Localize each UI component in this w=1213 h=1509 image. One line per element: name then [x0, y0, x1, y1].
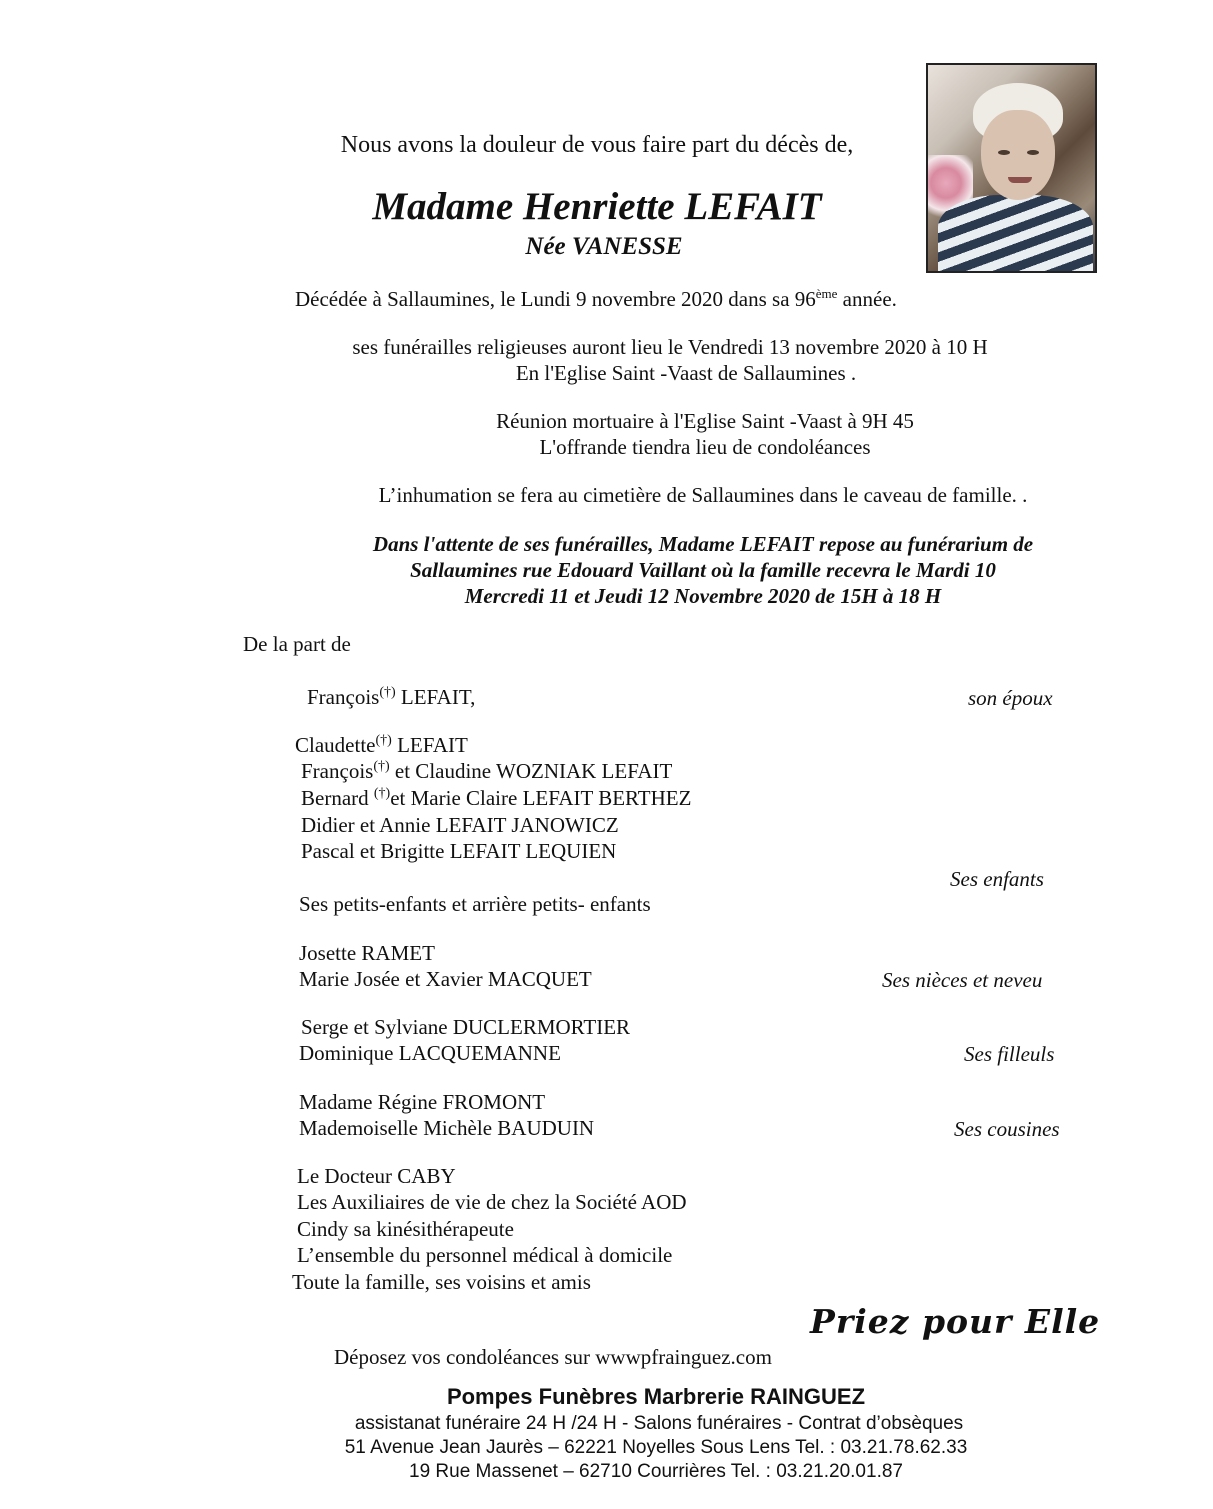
grandchildren-line: Ses petits-enfants et arrière petits- enfants	[299, 892, 651, 916]
child-name	[301, 786, 691, 811]
child-name-part: LEFAIT	[391, 733, 468, 757]
deceased-name: Madame Henriette LEFAIT	[372, 185, 822, 228]
rest-line-1: Dans l'attente de ses funérailles, Madame LEFAIT repose au funérarium de	[372, 532, 1034, 556]
burial-line: L’inhumation se fera au cimetière de Sallaumines dans le caveau de famille. .	[378, 483, 1028, 507]
relation-spouse: son époux	[968, 686, 1053, 710]
other-name: Cindy sa kinésithérapeute	[297, 1217, 514, 1241]
niece-name: Marie Josée et Xavier MACQUET	[299, 967, 592, 991]
relation-nieces: Ses nièces et neveu	[882, 968, 1043, 992]
death-line	[295, 286, 897, 312]
other-name: Toute la famille, ses voisins et amis	[292, 1270, 591, 1294]
other-name: Les Auxiliaires de vie de chez la Société AOD	[297, 1190, 687, 1214]
godchild-name: Serge et Sylviane DUCLERMORTIER	[301, 1015, 631, 1039]
deceased-portrait	[926, 63, 1097, 273]
child-name-part: et Claudine WOZNIAK LEFAIT	[389, 759, 673, 783]
intro-text: Nous avons la douleur de vous faire part du décès de,	[340, 132, 854, 158]
other-name: L’ensemble du personnel médical à domicile	[297, 1243, 673, 1267]
relation-cousins: Ses cousines	[954, 1117, 1060, 1141]
niece-name: Josette RAMET	[299, 941, 435, 965]
spouse-first-name: François	[307, 685, 380, 709]
maiden-name: Née VANESSE	[525, 233, 683, 260]
meeting-line-2: L'offrande tiendra lieu de condoléances	[539, 435, 871, 459]
company-address-1: 51 Avenue Jean Jaurès – 62221 Noyelles Sous Lens Tel. : 03.21.78.62.33	[344, 1437, 968, 1458]
funeral-line-1: ses funérailles religieuses auront lieu le Vendredi 13 novembre 2020 à 10 H	[352, 335, 988, 359]
company-services: assistanat funéraire 24 H /24 H - Salons funéraires - Contrat d’obsèques	[354, 1413, 964, 1434]
spouse-last-name: LEFAIT,	[395, 685, 476, 709]
death-text-end: année.	[837, 287, 897, 311]
child-name: Pascal et Brigitte LEFAIT LEQUIEN	[301, 839, 617, 863]
meeting-line-1: Réunion mortuaire à l'Eglise Saint -Vaast à 9H 45	[496, 409, 914, 433]
condolences-line: Déposez vos condoléances sur wwwpfrainguez.com	[334, 1345, 772, 1369]
cousin-name: Madame Régine FROMONT	[299, 1090, 546, 1114]
company-name: Pompes Funèbres Marbrerie RAINGUEZ	[446, 1384, 866, 1409]
pray-for-her: Priez pour Elle	[810, 1302, 1101, 1341]
child-name-part: et Marie Claire LEFAIT BERTHEZ	[390, 786, 692, 810]
godchild-name: Dominique LACQUEMANNE	[299, 1041, 561, 1065]
relation-children: Ses enfants	[950, 867, 1044, 891]
child-name	[301, 759, 672, 784]
rest-line-3: Mercredi 11 et Jeudi 12 Novembre 2020 de 15H à 18 H	[464, 584, 942, 608]
death-text: Décédée à Sallaumines, le Lundi 9 novembre 2020 dans sa 96	[295, 287, 816, 311]
other-name: Le Docteur CABY	[297, 1164, 456, 1188]
deceased-mark: (†)	[379, 685, 396, 700]
death-superscript: ème	[815, 286, 838, 301]
child-name-part: François	[301, 759, 374, 783]
company-address-2: 19 Rue Massenet – 62710 Courrières Tel. : 03.21.20.01.87	[409, 1461, 903, 1482]
child-name	[295, 733, 468, 758]
child-name-part: Bernard	[301, 786, 374, 810]
spouse-name	[307, 685, 475, 710]
child-name: Didier et Annie LEFAIT JANOWICZ	[301, 813, 619, 837]
relation-godchildren: Ses filleuls	[964, 1042, 1055, 1066]
funeral-line-2: En l'Eglise Saint -Vaast de Sallaumines .	[515, 361, 857, 385]
cousin-name: Mademoiselle Michèle BAUDUIN	[299, 1116, 595, 1140]
child-name-part: Claudette	[295, 733, 376, 757]
from-label: De la part de	[243, 632, 351, 656]
rest-line-2: Sallaumines rue Edouard Vaillant où la famille recevra le Mardi 10	[410, 558, 996, 582]
deceased-mark: (†)	[373, 759, 390, 774]
deceased-mark: (†)	[375, 733, 392, 748]
deceased-mark: (†)	[373, 786, 391, 801]
